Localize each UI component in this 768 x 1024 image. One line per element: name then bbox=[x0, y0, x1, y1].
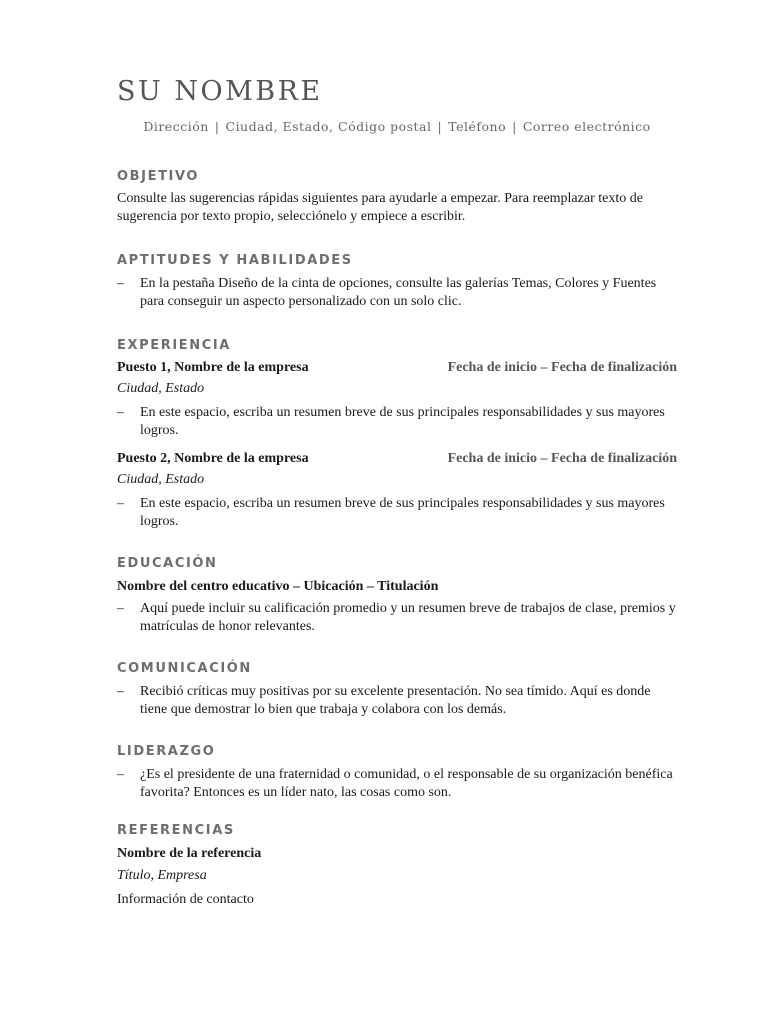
section-title-communication: COMUNICACIÓN bbox=[117, 661, 252, 676]
section-title-experience: EXPERIENCIA bbox=[117, 338, 231, 353]
contact-phone: Teléfono bbox=[448, 119, 507, 134]
job-header bbox=[117, 450, 677, 468]
job-title: Puesto 1, Nombre de la empresa bbox=[117, 360, 309, 375]
job-entry bbox=[117, 359, 677, 440]
bullet-dash: – bbox=[117, 276, 124, 291]
job-summary: En este espacio, escriba un resumen breve de sus principales responsabilidades y sus mayores logros. bbox=[140, 405, 665, 438]
objective-text: Consulte las sugerencias rápidas siguientes para ayudarle a empezar. Para reemplazar texto de sugerencia por texto propio, selecciónelo y empiece a escribir. bbox=[117, 191, 643, 224]
resume-name: SU NOMBRE bbox=[117, 76, 323, 107]
contact-city: Ciudad, Estado, Código postal bbox=[225, 119, 432, 134]
contact-email: Correo electrónico bbox=[522, 119, 651, 134]
job-title: Puesto 2, Nombre de la empresa bbox=[117, 451, 309, 466]
bullet-dash: – bbox=[117, 601, 124, 616]
job-header bbox=[117, 359, 677, 377]
job-location: Ciudad, Estado bbox=[117, 381, 205, 396]
list-item bbox=[117, 404, 677, 440]
leadership-item-text: ¿Es el presidente de una fraternidad o comunidad, o el responsable de su organización benéfica favorita? Entonces es un líder nato, las cosas como son. bbox=[140, 767, 673, 800]
list-item bbox=[117, 683, 677, 719]
reference-role: Título, Empresa bbox=[117, 868, 207, 883]
section-title-objective: OBJETIVO bbox=[117, 169, 200, 184]
section-communication bbox=[117, 660, 677, 719]
job-location: Ciudad, Estado bbox=[117, 472, 205, 487]
bullet-dash: – bbox=[117, 496, 124, 511]
contact-separator: | bbox=[512, 119, 517, 134]
bullet-dash: – bbox=[117, 405, 124, 420]
contact-address: Dirección bbox=[143, 119, 209, 134]
list-item bbox=[117, 766, 677, 802]
contact-separator: | bbox=[214, 119, 220, 134]
section-leadership bbox=[117, 743, 677, 802]
communication-item-text: Recibió críticas muy positivas por su excelente presentación. No sea tímido. Aquí es donde tiene que demostrar lo bien que trabaja y colabora con los demás. bbox=[140, 684, 651, 717]
reference-name: Nombre de la referencia bbox=[117, 846, 262, 861]
bullet-dash: – bbox=[117, 767, 124, 782]
section-objective bbox=[117, 168, 677, 226]
job-summary: En este espacio, escriba un resumen breve de sus principales responsabilidades y sus mayores logros. bbox=[140, 496, 665, 529]
job-entry bbox=[117, 450, 677, 531]
section-title-education: EDUCACIÓN bbox=[117, 556, 218, 571]
contact-separator: | bbox=[437, 119, 443, 134]
list-item bbox=[117, 275, 677, 311]
section-education bbox=[117, 555, 677, 636]
skills-item-text: En la pestaña Diseño de la cinta de opciones, consulte las galerías Temas, Colores y Fuentes para conseguir un aspecto personalizado con un solo clic. bbox=[140, 276, 657, 309]
reference-contact: Información de contacto bbox=[117, 892, 254, 907]
contact-line bbox=[117, 118, 677, 136]
education-item-text: Aquí puede incluir su calificación promedio y un resumen breve de trabajos de clase, premios y matrículas de honor relevantes. bbox=[140, 601, 676, 634]
list-item bbox=[117, 495, 677, 531]
section-title-references: REFERENCIAS bbox=[117, 823, 235, 838]
education-school: Nombre del centro educativo – Ubicación – Titulación bbox=[117, 579, 439, 594]
section-skills bbox=[117, 252, 677, 311]
bullet-dash: – bbox=[117, 684, 124, 699]
job-dates: Fecha de inicio – Fecha de finalización bbox=[447, 360, 677, 375]
section-title-leadership: LIDERAZGO bbox=[117, 744, 216, 759]
job-dates: Fecha de inicio – Fecha de finalización bbox=[447, 451, 677, 466]
section-experience bbox=[117, 337, 677, 531]
section-title-skills: APTITUDES Y HABILIDADES bbox=[117, 253, 353, 268]
section-references bbox=[117, 822, 677, 909]
list-item bbox=[117, 600, 677, 636]
resume-page bbox=[117, 74, 677, 909]
